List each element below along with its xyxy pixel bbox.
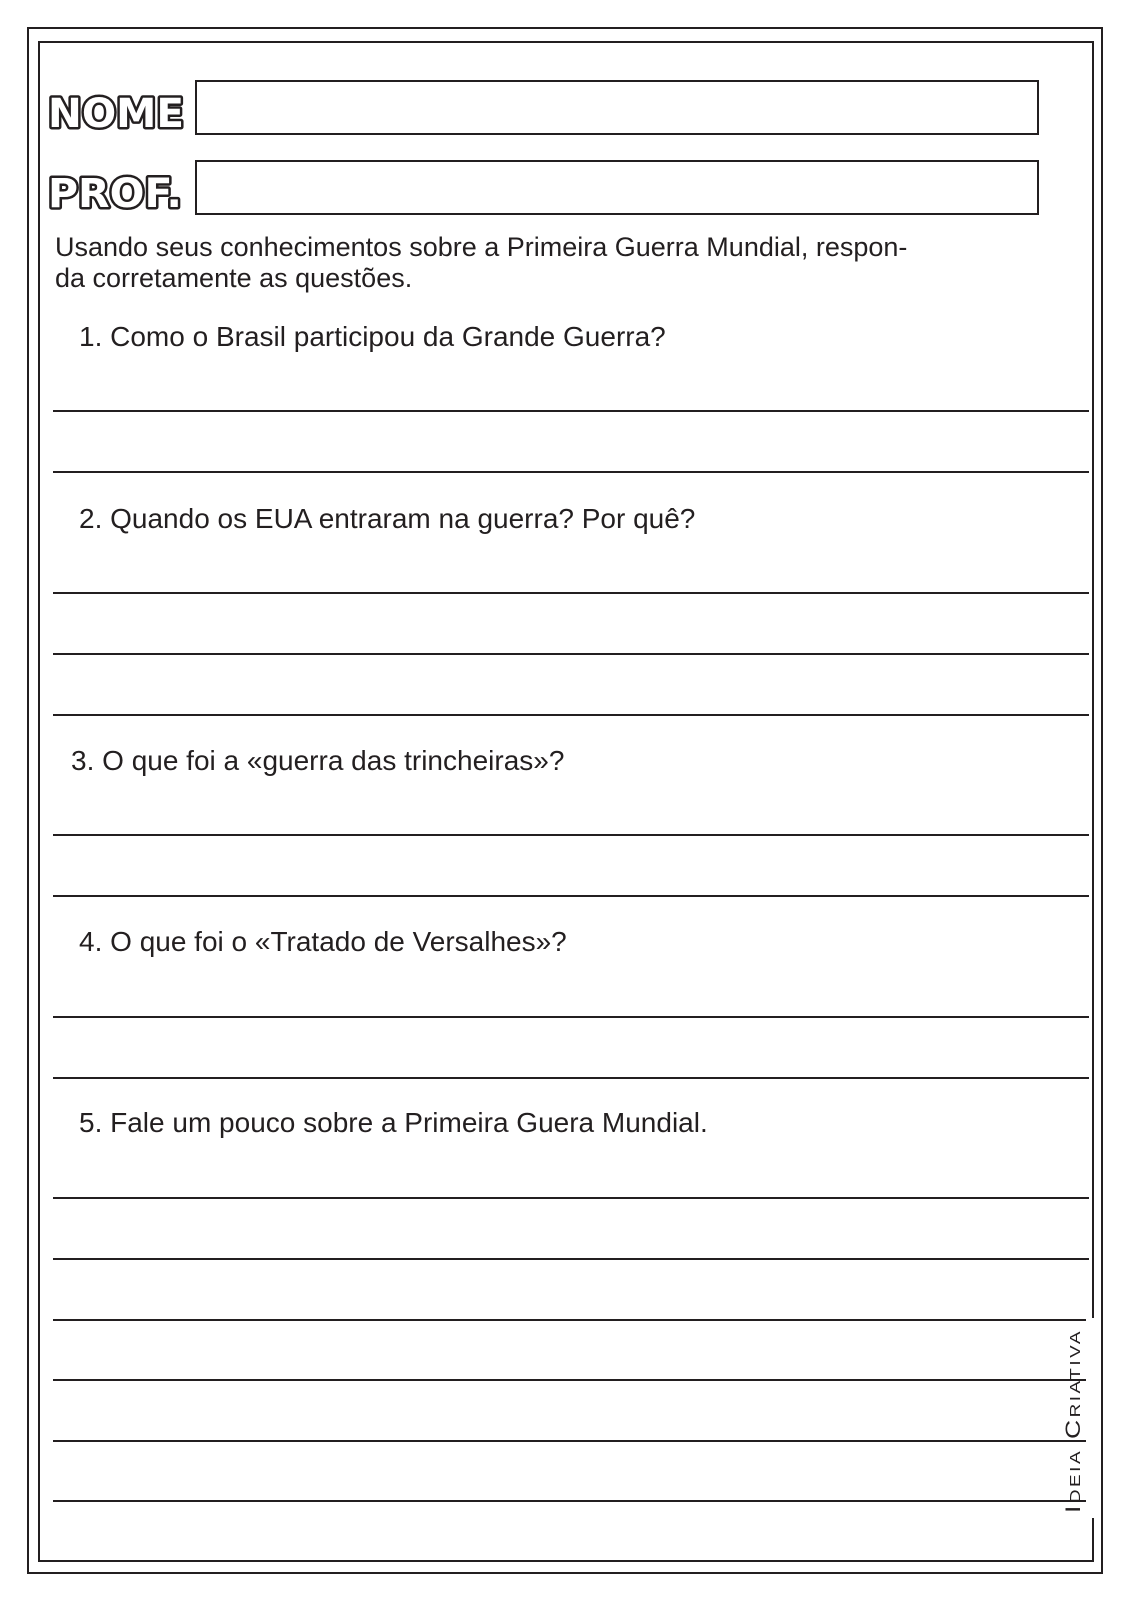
question-4: 4. O que foi o «Tratado de Versalhes»?	[79, 926, 567, 957]
svg-text:NOME: NOME	[48, 91, 184, 137]
instructions-line-1: Usando seus conhecimentos sobre a Primeira Guerra Mundial, respon-	[55, 232, 908, 262]
svg-text:Ideia Criativa: Ideia Criativa	[1062, 1367, 1085, 1513]
question-2: 2. Quando os EUA entraram na guerra? Por quê?	[79, 503, 696, 534]
answer-line[interactable]	[53, 1440, 1089, 1442]
teacher-input[interactable]	[195, 160, 1039, 215]
brand-watermark	[1059, 1325, 1089, 1515]
answer-line[interactable]	[53, 1379, 1089, 1381]
answer-line[interactable]	[53, 714, 1089, 716]
question-5: 5. Fale um pouco sobre a Primeira Guera Mundial.	[79, 1107, 708, 1138]
teacher-label	[44, 166, 190, 218]
instructions-line-2: da corretamente as questões.	[55, 263, 413, 293]
answer-line[interactable]	[53, 471, 1089, 473]
question-3: 3. O que foi a «guerra das trincheiras»?	[71, 745, 565, 776]
instructions	[55, 232, 1015, 294]
answer-line[interactable]	[53, 834, 1089, 836]
answer-line[interactable]	[53, 895, 1089, 897]
answer-line[interactable]	[53, 1016, 1089, 1018]
answer-line[interactable]	[53, 1077, 1089, 1079]
name-input[interactable]	[195, 80, 1039, 135]
answer-line[interactable]	[53, 1258, 1089, 1260]
name-label	[44, 86, 190, 138]
answer-line[interactable]	[53, 1500, 1089, 1502]
answer-line[interactable]	[53, 1319, 1089, 1321]
answer-line[interactable]	[53, 1197, 1089, 1199]
svg-text:PROF.: PROF.	[48, 171, 182, 217]
answer-line[interactable]	[53, 653, 1089, 655]
answer-line[interactable]	[53, 410, 1089, 412]
answer-line[interactable]	[53, 592, 1089, 594]
question-1: 1. Como o Brasil participou da Grande Guerra?	[79, 321, 666, 352]
